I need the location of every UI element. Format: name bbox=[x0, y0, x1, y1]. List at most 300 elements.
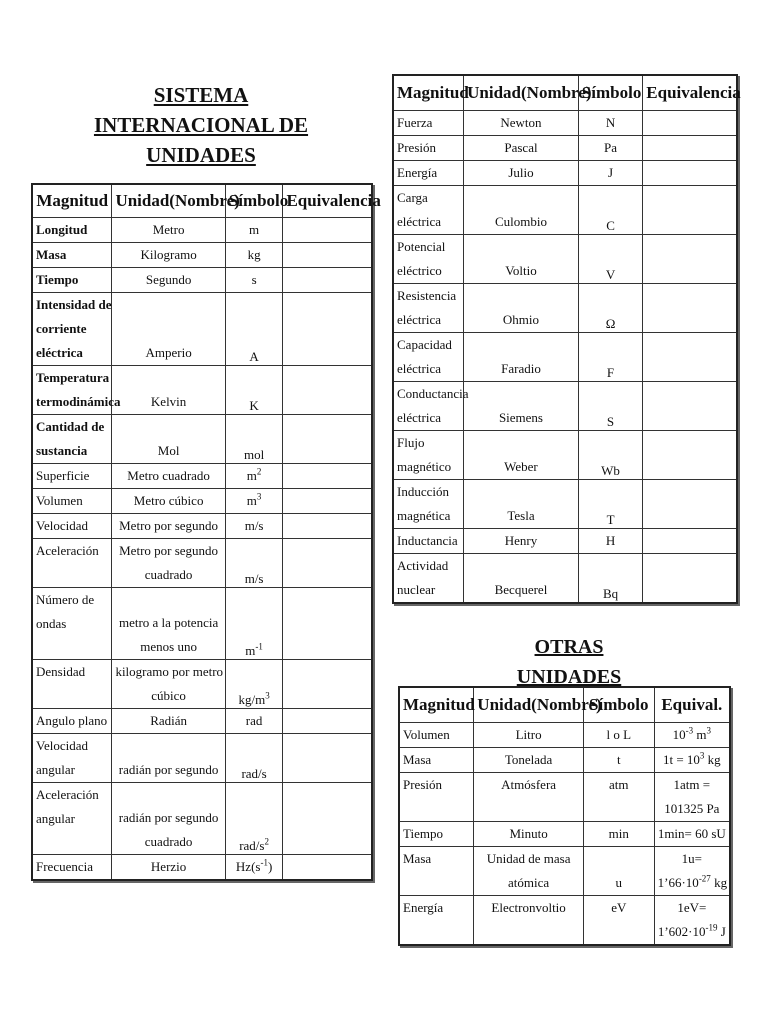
symbol-text: m/s bbox=[244, 570, 264, 586]
symbol-text: atm bbox=[609, 776, 629, 792]
magnitud-text: Presión bbox=[403, 776, 442, 792]
equivalencia-unit: kg bbox=[704, 751, 721, 767]
cell-equivalencia bbox=[283, 854, 372, 880]
magnitud-text: Masa bbox=[36, 246, 67, 262]
cell-unidad bbox=[112, 463, 225, 488]
cell-equivalencia bbox=[654, 846, 730, 895]
unidad-text: cuadrado bbox=[144, 833, 193, 849]
symbol-exponent: 2 bbox=[264, 836, 269, 847]
unidad-text: cúbico bbox=[151, 687, 186, 703]
unidad-text: Newton bbox=[500, 114, 542, 130]
symbol-exponent: 2 bbox=[256, 466, 262, 477]
unidad-text: Voltio bbox=[505, 262, 537, 278]
unidad-text: radián por segundo bbox=[118, 761, 219, 777]
unidad-text: Radián bbox=[150, 712, 188, 728]
symbol-exponent: -1 bbox=[255, 641, 263, 652]
magnitud-text: eléctrica bbox=[36, 344, 83, 360]
unidad-text: Metro bbox=[152, 221, 185, 237]
symbol-text: N bbox=[605, 114, 616, 130]
header-equivalencia: Equival. bbox=[654, 687, 730, 722]
cell-equivalencia bbox=[654, 747, 730, 772]
unidad-text: Segundo bbox=[145, 271, 192, 287]
cell-equivalencia bbox=[283, 733, 372, 782]
unidad-text: radián por segundo bbox=[118, 809, 219, 825]
table-header-row bbox=[399, 687, 730, 722]
symbol-text: t bbox=[616, 751, 621, 767]
cell-simbolo bbox=[225, 587, 283, 659]
equivalencia-line bbox=[658, 723, 726, 747]
table-row bbox=[32, 242, 372, 267]
symbol-exponent: -1 bbox=[260, 857, 268, 868]
derived-units-table bbox=[392, 74, 741, 604]
symbol-text: Pa bbox=[604, 139, 618, 155]
cell-equivalencia bbox=[283, 513, 372, 538]
cell-simbolo bbox=[225, 463, 283, 488]
cell-simbolo bbox=[225, 659, 283, 708]
cell-magnitud bbox=[399, 846, 474, 895]
cell-unidad bbox=[464, 234, 579, 283]
symbol-text: m bbox=[249, 221, 260, 237]
symbol-text: u bbox=[615, 874, 623, 890]
symbol-text: kg bbox=[247, 246, 261, 262]
header-simbolo: Símbolo bbox=[225, 184, 283, 217]
symbol-text: kg/m bbox=[238, 691, 266, 707]
cell-magnitud bbox=[393, 553, 464, 603]
table-row bbox=[393, 110, 737, 135]
magnitud-text: Energía bbox=[403, 899, 444, 915]
cell-simbolo bbox=[225, 217, 283, 242]
table-row bbox=[32, 659, 372, 708]
cell-equivalencia bbox=[283, 782, 372, 854]
cell-simbolo bbox=[578, 283, 643, 332]
unidad-text: Amperio bbox=[145, 344, 192, 360]
equivalencia-line bbox=[658, 871, 726, 895]
unidad-text: Metro por segundo bbox=[119, 517, 219, 533]
table-row bbox=[32, 854, 372, 880]
equivalencia-text: 1’602·10 bbox=[657, 923, 706, 939]
equivalencia-line bbox=[658, 822, 726, 846]
table-row bbox=[399, 821, 730, 846]
cell-magnitud bbox=[399, 722, 474, 747]
magnitud-text: eléctrica bbox=[397, 360, 442, 376]
table-row bbox=[32, 708, 372, 733]
table-row bbox=[32, 267, 372, 292]
magnitud-text: corriente bbox=[36, 320, 87, 336]
equivalencia-unit: kg bbox=[710, 874, 728, 890]
table-row bbox=[393, 185, 737, 234]
table-header-row bbox=[393, 75, 737, 110]
equivalencia-line bbox=[658, 896, 726, 920]
otras-unidades-title: OTRAS UNIDADES bbox=[516, 636, 622, 688]
table-header-row bbox=[32, 184, 372, 217]
symbol-text: F bbox=[606, 364, 615, 380]
equivalencia-exponent: 3 bbox=[699, 750, 705, 761]
cell-simbolo bbox=[583, 821, 654, 846]
cell-unidad bbox=[474, 772, 584, 821]
cell-simbolo bbox=[225, 267, 283, 292]
cell-unidad bbox=[474, 722, 584, 747]
unidad-text: Henry bbox=[504, 532, 538, 548]
unidad-text: Becquerel bbox=[494, 581, 548, 597]
cell-simbolo bbox=[578, 553, 643, 603]
cell-unidad bbox=[474, 846, 584, 895]
equivalencia-text: 101325 Pa bbox=[664, 800, 720, 816]
unidad-text: Kelvin bbox=[150, 393, 187, 409]
si-base-units-body bbox=[32, 217, 372, 880]
magnitud-text: eléctrico bbox=[397, 262, 442, 278]
cell-unidad bbox=[112, 217, 225, 242]
equivalencia-text: 1atm = bbox=[673, 776, 711, 792]
cell-magnitud bbox=[393, 381, 469, 430]
cell-equivalencia bbox=[283, 267, 372, 292]
symbol-text: H bbox=[605, 532, 616, 548]
magnitud-text: magnética bbox=[397, 507, 451, 523]
cell-simbolo bbox=[225, 708, 283, 733]
cell-simbolo bbox=[578, 381, 643, 430]
table-row bbox=[32, 414, 372, 463]
cell-simbolo bbox=[578, 234, 643, 283]
unidad-text: atómica bbox=[508, 874, 550, 890]
cell-simbolo bbox=[225, 242, 283, 267]
symbol-text: V bbox=[605, 266, 616, 282]
unidad-text: Unidad de masa bbox=[486, 850, 571, 866]
cell-unidad bbox=[474, 821, 584, 846]
header-magnitud: Magnitud bbox=[393, 75, 464, 110]
table-row bbox=[32, 488, 372, 513]
cell-unidad bbox=[464, 283, 579, 332]
magnitud-text: Inductancia bbox=[397, 532, 458, 548]
equivalencia-line bbox=[658, 773, 726, 797]
cell-magnitud bbox=[32, 267, 112, 292]
magnitud-text: Flujo bbox=[397, 434, 425, 450]
unidad-text: Herzio bbox=[150, 858, 187, 874]
cell-unidad bbox=[112, 242, 225, 267]
cell-magnitud bbox=[32, 538, 112, 587]
main-title-line1: SISTEMA INTERNACIONAL DE bbox=[93, 83, 309, 137]
cell-equivalencia bbox=[643, 430, 737, 479]
unidad-text: Faradio bbox=[501, 360, 541, 376]
cell-equivalencia bbox=[643, 553, 737, 603]
magnitud-text: nuclear bbox=[397, 581, 436, 597]
cell-magnitud bbox=[393, 185, 464, 234]
cell-equivalencia bbox=[283, 414, 372, 463]
magnitud-text: Densidad bbox=[36, 663, 86, 679]
cell-simbolo bbox=[225, 513, 283, 538]
cell-unidad bbox=[464, 430, 579, 479]
symbol-suffix: ) bbox=[267, 858, 273, 874]
cell-simbolo bbox=[578, 160, 643, 185]
unidad-text: menos uno bbox=[140, 638, 197, 654]
equivalencia-line bbox=[658, 797, 726, 821]
magnitud-text: Presión bbox=[397, 139, 436, 155]
other-units-table bbox=[398, 686, 731, 946]
magnitud-text: Masa bbox=[403, 751, 432, 767]
cell-magnitud bbox=[393, 160, 464, 185]
table-row bbox=[32, 782, 372, 854]
cell-simbolo bbox=[578, 110, 643, 135]
cell-unidad bbox=[464, 381, 579, 430]
table-row bbox=[399, 772, 730, 821]
unidad-text: Atmósfera bbox=[501, 776, 557, 792]
header-unidad: Unidad(Nombre) bbox=[112, 184, 225, 217]
magnitud-text: Velocidad bbox=[36, 737, 88, 753]
other-units-body bbox=[399, 722, 730, 945]
cell-magnitud bbox=[32, 587, 112, 659]
symbol-text: m bbox=[246, 492, 257, 508]
symbol-exponent: 3 bbox=[265, 690, 270, 701]
cell-equivalencia bbox=[654, 895, 730, 945]
equivalencia-line bbox=[658, 847, 726, 871]
cell-unidad bbox=[464, 160, 579, 185]
magnitud-text: Longitud bbox=[36, 221, 88, 237]
magnitud-text: Conductancia bbox=[397, 385, 469, 401]
cell-unidad bbox=[464, 479, 579, 528]
cell-equivalencia bbox=[643, 332, 737, 381]
cell-unidad bbox=[464, 332, 579, 381]
unidad-text: Metro cuadrado bbox=[127, 467, 210, 483]
unidad-text: Julio bbox=[508, 164, 534, 180]
cell-equivalencia bbox=[643, 185, 737, 234]
equivalencia-text: 1u= bbox=[681, 850, 702, 866]
cell-magnitud bbox=[32, 414, 112, 463]
cell-equivalencia bbox=[643, 110, 737, 135]
magnitud-text: sustancia bbox=[36, 442, 88, 458]
magnitud-text: Volumen bbox=[403, 726, 450, 742]
cell-simbolo bbox=[583, 846, 654, 895]
table-row bbox=[32, 733, 372, 782]
cell-magnitud bbox=[32, 708, 112, 733]
magnitud-text: Volumen bbox=[36, 492, 83, 508]
cell-magnitud bbox=[32, 463, 112, 488]
cell-equivalencia bbox=[283, 538, 372, 587]
si-base-units-table bbox=[31, 183, 381, 881]
cell-magnitud bbox=[399, 895, 474, 945]
unidad-text: Ohmio bbox=[502, 311, 540, 327]
magnitud-text: termodinámica bbox=[36, 393, 121, 409]
unidad-text: Siemens bbox=[498, 409, 543, 425]
table-row bbox=[393, 528, 737, 553]
magnitud-text: ondas bbox=[36, 615, 67, 631]
symbol-text: s bbox=[251, 271, 257, 287]
cell-magnitud bbox=[32, 488, 112, 513]
cell-magnitud bbox=[32, 292, 112, 365]
magnitud-text: angular bbox=[36, 761, 75, 777]
header-magnitud: Magnitud bbox=[399, 687, 474, 722]
cell-simbolo bbox=[225, 488, 283, 513]
symbol-text: rad/s bbox=[239, 837, 265, 853]
header-simbolo: Símbolo bbox=[583, 687, 654, 722]
cell-equivalencia bbox=[654, 772, 730, 821]
unidad-text: Tesla bbox=[507, 507, 535, 523]
cell-simbolo bbox=[578, 332, 643, 381]
table-row bbox=[32, 292, 372, 365]
magnitud-text: Actividad bbox=[397, 557, 449, 573]
cell-equivalencia bbox=[283, 292, 372, 365]
cell-unidad bbox=[464, 135, 579, 160]
equivalencia-text: 10 bbox=[672, 726, 686, 742]
symbol-exponent: 3 bbox=[256, 491, 262, 502]
unidad-text: Weber bbox=[504, 458, 538, 474]
cell-equivalencia bbox=[654, 821, 730, 846]
unidad-text: cuadrado bbox=[144, 566, 193, 582]
cell-equivalencia bbox=[643, 160, 737, 185]
table-row bbox=[399, 895, 730, 945]
unidad-text: Culombio bbox=[494, 213, 547, 229]
table-row bbox=[393, 381, 737, 430]
derived-units-body bbox=[393, 110, 737, 603]
cell-equivalencia bbox=[643, 381, 737, 430]
magnitud-text: eléctrica bbox=[397, 311, 442, 327]
header-equivalencia: Equivalencia bbox=[643, 75, 737, 110]
unidad-text: Tonelada bbox=[504, 751, 553, 767]
header-unidad: Unidad(Nombre) bbox=[474, 687, 584, 722]
cell-magnitud bbox=[32, 659, 112, 708]
cell-magnitud bbox=[393, 479, 464, 528]
equivalencia-exponent: -27 bbox=[698, 873, 711, 884]
cell-simbolo bbox=[578, 479, 643, 528]
magnitud-text: Aceleración bbox=[36, 786, 99, 802]
table-row bbox=[393, 135, 737, 160]
cell-unidad bbox=[112, 782, 225, 854]
symbol-text: Ω bbox=[605, 315, 616, 331]
table-row bbox=[399, 846, 730, 895]
magnitud-text: eléctrica bbox=[397, 409, 442, 425]
symbol-text: mol bbox=[243, 446, 265, 462]
symbol-text: min bbox=[608, 825, 629, 841]
table-row bbox=[32, 463, 372, 488]
unidad-text: Metro cúbico bbox=[133, 492, 204, 508]
magnitud-text: Tiempo bbox=[403, 825, 443, 841]
symbol-text: K bbox=[249, 397, 259, 413]
cell-simbolo bbox=[225, 538, 283, 587]
magnitud-text: Velocidad bbox=[36, 517, 88, 533]
cell-unidad bbox=[112, 659, 225, 708]
cell-magnitud bbox=[399, 821, 474, 846]
cell-magnitud bbox=[399, 747, 474, 772]
equivalencia-line bbox=[658, 748, 726, 772]
cell-unidad bbox=[474, 895, 584, 945]
magnitud-text: Superficie bbox=[36, 467, 90, 483]
unidad-text: kilogramo por metro bbox=[115, 663, 224, 679]
equivalencia-text: 1min= 60 sU bbox=[657, 825, 726, 841]
cell-simbolo bbox=[578, 430, 643, 479]
table-row bbox=[393, 553, 737, 603]
symbol-text: A bbox=[249, 348, 259, 364]
cell-unidad bbox=[112, 513, 225, 538]
header-simbolo: Símbolo bbox=[578, 75, 643, 110]
cell-simbolo bbox=[225, 854, 283, 880]
cell-unidad bbox=[464, 553, 579, 603]
cell-simbolo bbox=[225, 414, 283, 463]
unidad-text: Pascal bbox=[504, 139, 538, 155]
cell-equivalencia bbox=[283, 659, 372, 708]
cell-simbolo bbox=[578, 185, 643, 234]
magnitud-text: Temperatura bbox=[36, 369, 110, 385]
magnitud-text: Inducción bbox=[397, 483, 449, 499]
unidad-text: Electronvoltio bbox=[491, 899, 566, 915]
table-row bbox=[393, 479, 737, 528]
table-row bbox=[399, 747, 730, 772]
symbol-text: S bbox=[606, 413, 615, 429]
cell-equivalencia bbox=[643, 283, 737, 332]
magnitud-text: Intensidad de bbox=[36, 296, 112, 312]
equivalencia-exponent: -19 bbox=[705, 922, 718, 933]
equivalencia-exponent: -3 bbox=[685, 725, 694, 736]
table-row bbox=[393, 160, 737, 185]
unidad-text: Metro por segundo bbox=[119, 542, 219, 558]
equivalencia-exponent: 3 bbox=[706, 725, 711, 736]
symbol-text: l o L bbox=[606, 726, 632, 742]
magnitud-text: Tiempo bbox=[36, 271, 79, 287]
main-title bbox=[72, 80, 330, 170]
unidad-text: Kilogramo bbox=[140, 246, 197, 262]
cell-unidad bbox=[112, 267, 225, 292]
symbol-text: J bbox=[608, 164, 614, 180]
cell-unidad bbox=[112, 292, 225, 365]
table-row bbox=[32, 217, 372, 242]
cell-equivalencia bbox=[283, 488, 372, 513]
cell-equivalencia bbox=[283, 365, 372, 414]
cell-magnitud bbox=[393, 234, 464, 283]
cell-magnitud bbox=[393, 332, 464, 381]
cell-magnitud bbox=[32, 782, 112, 854]
table-row bbox=[32, 365, 372, 414]
symbol-text: eV bbox=[611, 899, 627, 915]
table-row bbox=[32, 538, 372, 587]
header-magnitud: Magnitud bbox=[32, 184, 112, 217]
cell-magnitud bbox=[32, 365, 121, 414]
unidad-text: Minuto bbox=[509, 825, 548, 841]
equivalencia-text: 1’66·10 bbox=[657, 874, 699, 890]
cell-magnitud bbox=[32, 242, 112, 267]
cell-simbolo bbox=[225, 782, 283, 854]
cell-unidad bbox=[112, 733, 225, 782]
table-row bbox=[393, 283, 737, 332]
cell-equivalencia bbox=[283, 587, 372, 659]
cell-simbolo bbox=[583, 747, 654, 772]
table-row bbox=[32, 513, 372, 538]
symbol-text: m bbox=[246, 467, 257, 483]
symbol-text: C bbox=[606, 217, 615, 233]
unidad-text: Mol bbox=[157, 442, 180, 458]
cell-equivalencia bbox=[283, 708, 372, 733]
table-row bbox=[399, 722, 730, 747]
magnitud-text: Energía bbox=[397, 164, 438, 180]
cell-unidad bbox=[464, 528, 579, 553]
unidad-text: Litro bbox=[515, 726, 542, 742]
cell-magnitud bbox=[393, 283, 464, 332]
table-row bbox=[393, 332, 737, 381]
cell-simbolo bbox=[578, 528, 643, 553]
magnitud-text: Frecuencia bbox=[36, 858, 94, 874]
equivalencia-text: 1t = 10 bbox=[662, 751, 700, 767]
cell-simbolo bbox=[225, 733, 283, 782]
cell-equivalencia bbox=[643, 135, 737, 160]
cell-equivalencia bbox=[643, 234, 737, 283]
cell-magnitud bbox=[32, 854, 112, 880]
cell-magnitud bbox=[393, 110, 464, 135]
magnitud-text: Capacidad bbox=[397, 336, 452, 352]
cell-equivalencia bbox=[283, 217, 372, 242]
header-unidad: Unidad(Nombre) bbox=[464, 75, 579, 110]
cell-magnitud bbox=[32, 513, 112, 538]
header-equivalencia: Equivalencia bbox=[283, 184, 372, 217]
cell-simbolo bbox=[578, 135, 643, 160]
main-title-line2: UNIDADES bbox=[146, 143, 256, 167]
cell-magnitud bbox=[393, 430, 464, 479]
cell-simbolo bbox=[583, 772, 654, 821]
cell-magnitud bbox=[393, 135, 464, 160]
